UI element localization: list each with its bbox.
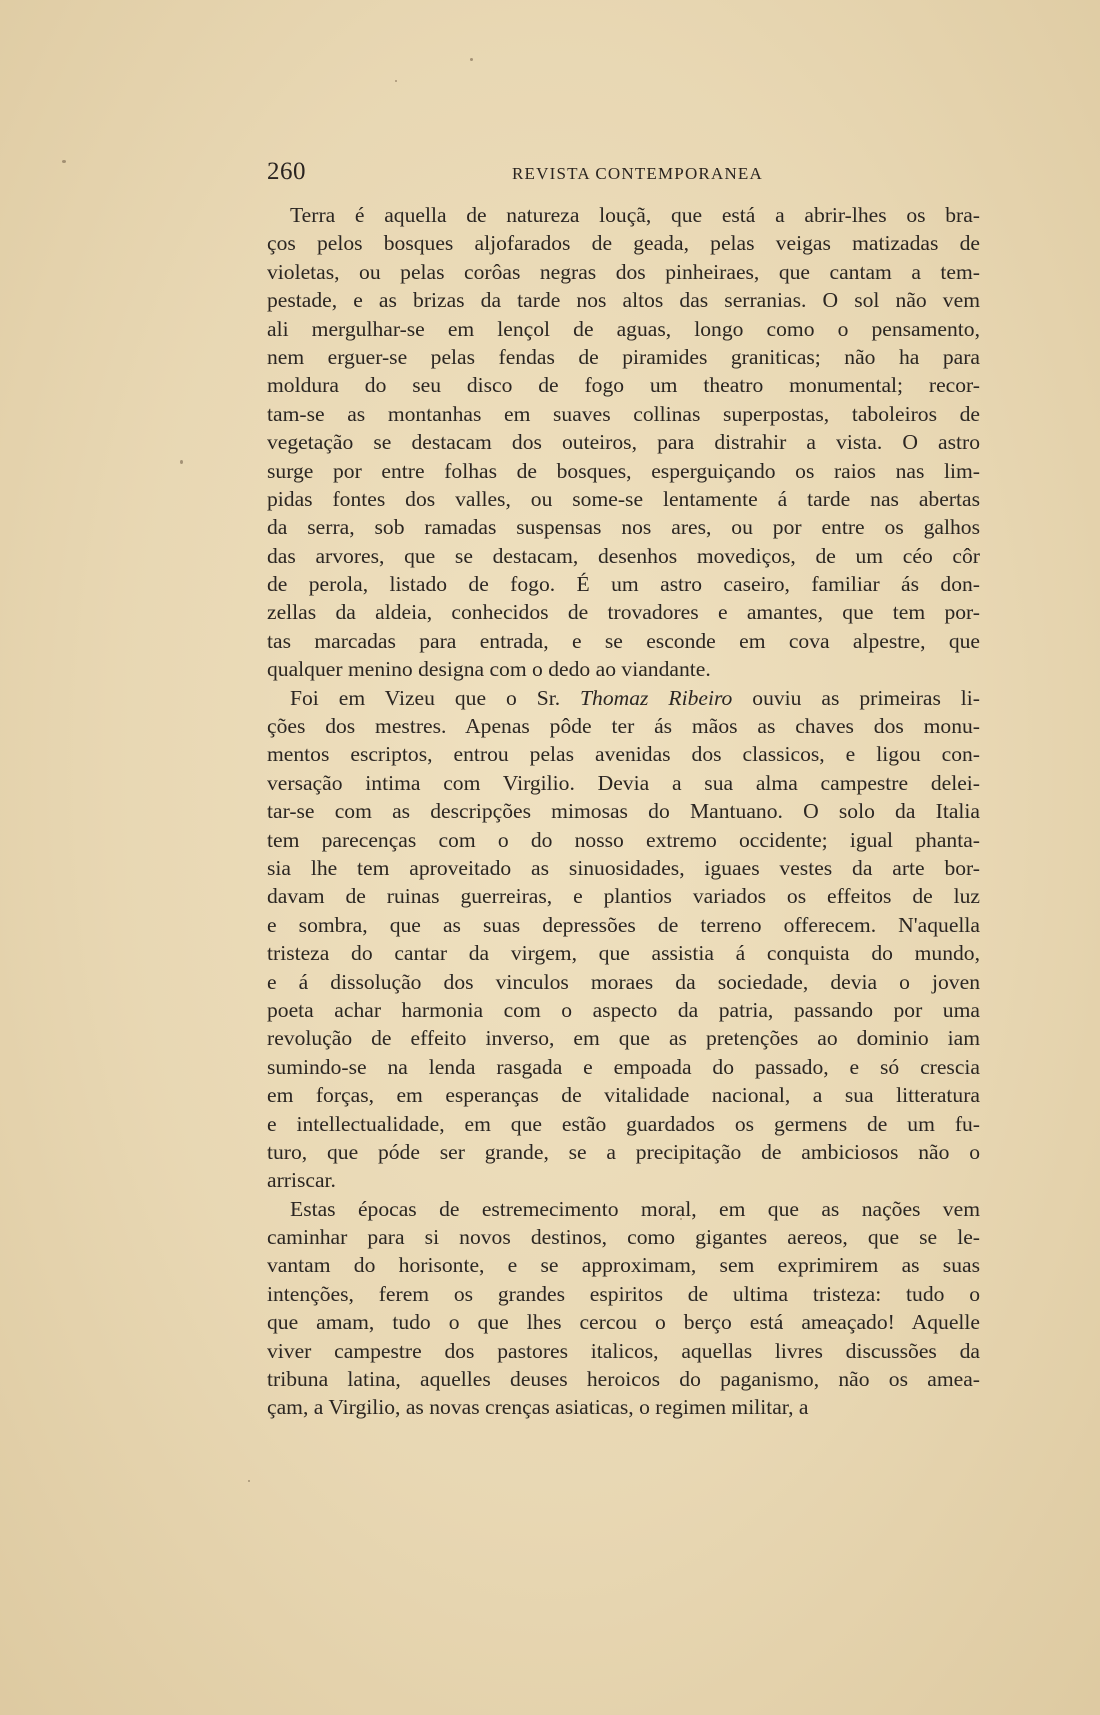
text-line: ali mergulhar-se em lençol de aguas, longo como o pensamento, <box>267 316 980 341</box>
text-line: viver campestre dos pastores italicos, aquellas livres discussões da <box>267 1338 980 1363</box>
paragraph <box>267 201 980 684</box>
body-text <box>267 201 980 1422</box>
text-line: surge por entre folhas de bosques, esperguiçando os raios nas lim- <box>267 458 980 483</box>
text-line: da serra, sob ramadas suspensas nos ares, ou por entre os galhos <box>267 515 980 540</box>
text-line: zellas da aldeia, conhecidos de trovadores e amantes, que tem por- <box>267 600 980 625</box>
text-line: versação intima com Virgilio. Devia a sua alma campestre delei- <box>267 770 980 795</box>
text-line: tribuna latina, aquelles deuses heroicos do paganismo, não os amea- <box>267 1367 980 1392</box>
text-line: violetas, ou pelas corôas negras dos pinheiraes, que cantam a tem- <box>267 259 980 284</box>
text-segment: ouviu as primeiras li- <box>732 685 980 710</box>
text-line: turo, que póde ser grande, se a precipitação de ambiciosos não o <box>267 1139 980 1164</box>
ink-speck <box>248 1480 250 1482</box>
text-line: pidas fontes dos valles, ou some-se lentamente á tarde nas abertas <box>267 486 980 511</box>
text-line: poeta achar harmonia com o aspecto da patria, passando por uma <box>267 997 980 1022</box>
text-line: de perola, listado de fogo. É um astro caseiro, familiar ás don- <box>267 572 980 597</box>
ink-speck <box>62 160 66 163</box>
text-line: tas marcadas para entrada, e se esconde em cova alpestre, que <box>267 628 980 653</box>
author-name: Thomaz Ribeiro <box>580 685 733 710</box>
text-line: sumindo-se na lenda rasgada e empoada do passado, e só crescia <box>267 1054 980 1079</box>
text-line <box>267 684 980 712</box>
text-line: çam, a Virgilio, as novas crenças asiaticas, o regimen militar, a <box>267 1395 809 1420</box>
text-line: intenções, ferem os grandes espiritos de ultima tristeza: tudo o <box>267 1281 980 1306</box>
text-line: tristeza do cantar da virgem, que assistia á conquista do mundo, <box>267 941 980 966</box>
text-line: mentos escriptos, entrou pelas avenidas dos classicos, e ligou con- <box>267 742 980 767</box>
text-line: tam-se as montanhas em suaves collinas superpostas, taboleiros de <box>267 401 980 426</box>
text-line: e intellectualidade, em que estão guardados os germens de um fu- <box>267 1111 980 1136</box>
text-line: Terra é aquella de natureza louçã, que está a abrir-lhes os bra- <box>290 203 980 227</box>
text-line: em forças, em esperanças de vitalidade nacional, a sua litteratura <box>267 1083 980 1108</box>
text-segment: Foi em Vizeu que o Sr. <box>290 685 581 710</box>
text-line: qualquer menino designa com o dedo ao viandante. <box>267 657 711 682</box>
text-line: arriscar. <box>267 1168 336 1193</box>
page-number: 260 <box>267 158 306 185</box>
text-line: tem parecenças com o do nosso extremo occidente; igual phanta- <box>267 827 980 852</box>
text-line: das arvores, que se destacam, desenhos movediços, de um céo côr <box>267 543 980 568</box>
text-line: davam de ruinas guerreiras, e plantios variados os effeitos de luz <box>267 884 980 909</box>
text-line: caminhar para si novos destinos, como gigantes aereos, que se le- <box>267 1225 980 1250</box>
text-line: ços pelos bosques aljofarados de geada, pelas veigas matizadas de <box>267 231 980 256</box>
text-line: nem erguer-se pelas fendas de piramides graniticas; não ha para <box>267 344 980 369</box>
paragraph <box>267 1195 980 1422</box>
page-header <box>267 158 980 188</box>
text-line: e sombra, que as suas depressões de terreno offerecem. N'aquella <box>267 912 980 937</box>
ink-speck <box>395 80 397 82</box>
text-line: vantam do horisonte, e se approximam, sem exprimirem as suas <box>267 1253 980 1278</box>
text-line: revolução de effeito inverso, em que as pretenções ao dominio iam <box>267 1026 980 1051</box>
text-line: sia lhe tem aproveitado as sinuosidades, iguaes vestes da arte bor- <box>267 855 980 880</box>
text-line: ções dos mestres. Apenas pôde ter ás mãos as chaves dos monu- <box>267 714 980 739</box>
text-line: pestade, e as brizas da tarde nos altos das serranias. O sol não vem <box>267 288 980 313</box>
text-line: e á dissolução dos vinculos moraes da sociedade, devia o joven <box>267 969 980 994</box>
text-line: Estas épocas de estremecimento moral, em que as nações vem <box>290 1196 980 1221</box>
running-title: REVISTA CONTEMPORANEA <box>512 164 763 183</box>
text-line: vegetação se destacam dos outeiros, para distrahir a vista. O astro <box>267 430 980 455</box>
ink-speck <box>470 58 473 61</box>
text-line: que amam, tudo o que lhes cercou o berço está ameaçado! Aquelle <box>267 1310 980 1335</box>
ink-speck <box>180 460 183 464</box>
text-line: moldura do seu disco de fogo um theatro monumental; recor- <box>267 373 980 398</box>
paragraph <box>267 684 980 1195</box>
text-line: tar-se com as descripções mimosas do Mantuano. O solo da Italia <box>267 799 980 824</box>
